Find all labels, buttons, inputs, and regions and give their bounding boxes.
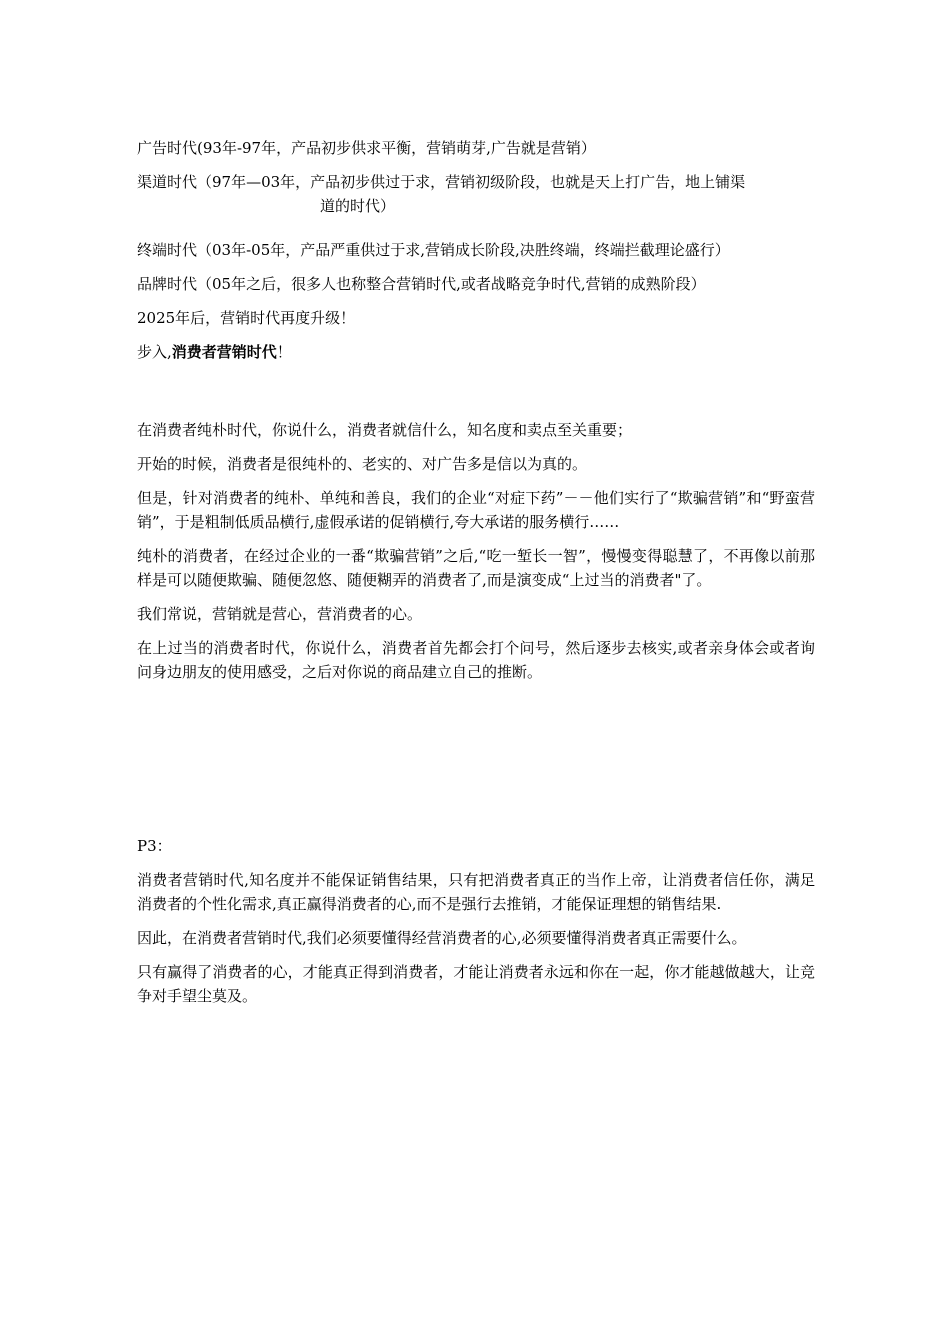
era-channel-line2: 道的时代） — [320, 197, 396, 215]
s3-heading: P3： — [137, 837, 172, 855]
s3-paragraph-2: 因此，在消费者营销时代,我们必须要懂得经营消费者的心,必须要懂得消费者真正需要什么。 — [137, 929, 747, 947]
s3-paragraph-1: 消费者营销时代,知名度并不能保证销售结果，只有把消费者真正的当作上帝，让消费者信任你，满足消费者的个性化需求,真正赢得消费者的心,而不是强行去推销，才能保证理想的销售结果. — [137, 871, 815, 913]
era-channel-line1: 渠道时代（97年—03年，产品初步供过于求，营销初级阶段，也就是天上打广告，地上铺渠 — [137, 173, 746, 191]
document-body — [137, 136, 815, 1018]
s2-paragraph-3: 但是，针对消费者的纯朴、单纯和善良，我们的企业“对症下药”－－他们实行了“欺骗营销”和“野蛮营销”，于是粗制低质品横行,虚假承诺的促销横行,夸大承诺的服务横行…… — [137, 489, 815, 531]
s2-paragraph-5: 我们常说，营销就是营心，营消费者的心。 — [137, 605, 423, 623]
era-upgrade: 2025年后，营销时代再度升级！ — [137, 309, 356, 327]
s2-paragraph-6: 在上过当的消费者时代，你说什么，消费者首先都会打个问号，然后逐步去核实,或者亲身体会或者询问身边朋友的使用感受，之后对你说的商品建立自己的推断。 — [137, 639, 815, 681]
era-advertising: 广告时代(93年-97年，产品初步供求平衡，营销萌芽,广告就是营销） — [137, 139, 596, 157]
era-channel — [137, 170, 815, 218]
era-enter — [137, 340, 815, 364]
enter-bold: 消费者营销时代 — [171, 343, 277, 361]
era-brand: 品牌时代（05年之后，很多人也称整合营销时代,或者战略竞争时代,营销的成熟阶段） — [137, 275, 706, 293]
era-terminal: 终端时代（03年-05年，产品严重供过于求,营销成长阶段,决胜终端，终端拦截理论盛行） — [137, 241, 730, 259]
s3-paragraph-3: 只有赢得了消费者的心，才能真正得到消费者，才能让消费者永远和你在一起，你才能越做越大，让竞争对手望尘莫及。 — [137, 963, 815, 1005]
enter-prefix: 步入, — [137, 343, 172, 361]
s2-paragraph-1: 在消费者纯朴时代，你说什么，消费者就信什么，知名度和卖点至关重要； — [137, 421, 633, 439]
s2-paragraph-2: 开始的时候，消费者是很纯朴的、老实的、对广告多是信以为真的。 — [137, 455, 588, 473]
s2-paragraph-4: 纯朴的消费者，在经过企业的一番“欺骗营销”之后,“吃一堑长一智”，慢慢变得聪慧了，不再像以前那样是可以随便欺骗、随便忽悠、随便糊弄的消费者了,而是演变成“上过当的消费者"了。 — [137, 547, 815, 589]
enter-suffix: ！ — [276, 343, 292, 361]
